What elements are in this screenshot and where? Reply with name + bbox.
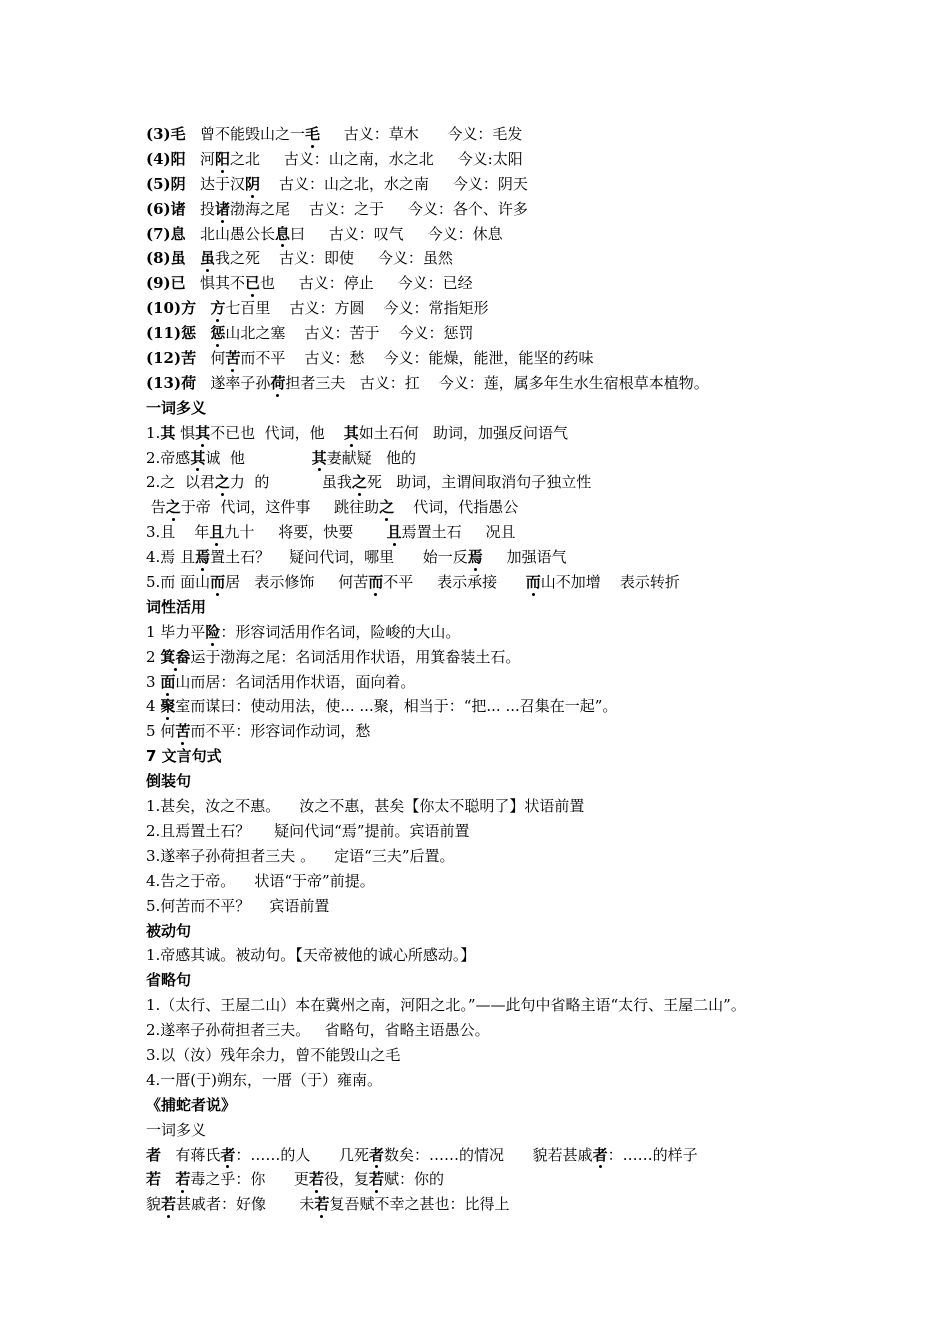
- text-line: [146, 147, 926, 172]
- text-line: [146, 1192, 926, 1217]
- text-line: [146, 296, 926, 321]
- text-segment: 3.遂率子孙荷担者三夫 。 定语“三夫”后置。: [146, 846, 455, 865]
- emphasized-char: 者: [593, 1143, 608, 1168]
- text-line: [146, 446, 926, 471]
- text-segment: 山不加增 表示转折: [540, 573, 680, 592]
- text-line: [146, 993, 926, 1018]
- emphasized-char: 息: [275, 222, 290, 247]
- text-line: [146, 371, 926, 396]
- text-segment: 如土石何 助词，加强反问语气: [358, 423, 569, 442]
- text-line: [146, 694, 926, 719]
- text-segment: 7 文言句式: [146, 747, 222, 766]
- text-line: [146, 1018, 926, 1043]
- text-segment: 有蒋氏: [161, 1145, 221, 1164]
- text-line: [146, 794, 926, 819]
- text-line: [146, 894, 926, 919]
- text-segment: 一词多义: [146, 398, 207, 417]
- emphasized-char: 而: [210, 570, 225, 595]
- term-label: (3)毛: [146, 125, 186, 143]
- text-segment: 4.一厝(于)朔东，一厝（于）雍南。: [146, 1070, 383, 1089]
- emphasized-char: 其: [190, 446, 205, 471]
- text-segment: 3.以（汝）残年余力，曾不能毁山之毛: [146, 1045, 401, 1064]
- text-segment: 倒装句: [146, 772, 192, 791]
- section-heading: [146, 1093, 926, 1118]
- text-segment: 河: [185, 149, 215, 168]
- text-line: [146, 1143, 926, 1168]
- text-line: [146, 869, 926, 894]
- term-label: (7)息: [146, 224, 186, 243]
- text-segment: 山北之塞 古义：苦于 今义：惩罚: [225, 324, 474, 343]
- section-heading: [146, 396, 926, 421]
- text-segment: 毒之乎：你 更: [190, 1170, 309, 1189]
- term-label: (4)阳: [146, 149, 186, 168]
- text-segment: 代词，代指愚公: [394, 498, 519, 517]
- text-line: [146, 421, 926, 446]
- text-segment: 赋：你的: [384, 1170, 445, 1189]
- text-line: [146, 470, 926, 495]
- emphasized-char: 其: [344, 421, 359, 446]
- text-segment: 妻献疑 他的: [326, 448, 416, 467]
- section-heading: [146, 769, 926, 794]
- text-segment: 室而谋曰：使动用法，使... ...聚，相当于：“把... ...召集在一起”。: [175, 697, 618, 716]
- text-segment: 而不平 古义：愁 今义：能燥，能泄，能坚的药味: [240, 349, 594, 368]
- text-segment: 役，复: [323, 1170, 369, 1189]
- text-segment: 达于汉: [185, 174, 245, 193]
- emphasized-char: 者: [369, 1143, 384, 1168]
- text-segment: 而不平：形容词作动词，愁: [190, 722, 371, 741]
- emphasized-char: 若: [314, 1192, 329, 1217]
- text-line: [146, 271, 926, 296]
- section-heading: [146, 919, 926, 944]
- text-segment: 1.（太行、王屋二山）本在冀州之南，河阳之北。”——此句中省略主语“太行、王屋二山”。: [146, 996, 746, 1015]
- text-segment: 诚 他: [205, 448, 312, 467]
- text-segment: 貌: [146, 1195, 162, 1214]
- text-segment: 2.遂率子孙荷担者三夫。 省略句，省略主语愚公。: [146, 1021, 490, 1040]
- text-line: [146, 321, 926, 346]
- text-line: [146, 819, 926, 844]
- text-segment: 焉置土石 况且: [401, 523, 516, 542]
- term-label: (11)惩: [146, 324, 197, 343]
- text-segment: 4.告之于帝。 状语“于帝”前提。: [146, 871, 375, 890]
- text-line: [146, 719, 926, 744]
- text-segment: 置土石？ 疑问代词，哪里 始一反: [210, 548, 468, 567]
- text-segment: 曾不能毁山之一: [185, 125, 305, 143]
- text-line: [146, 197, 926, 222]
- text-segment: 渤海之尾 古义：之于 今义：各个、许多: [229, 199, 528, 218]
- emphasized-char: 面: [160, 670, 175, 695]
- text-segment: 2.之 以君: [146, 473, 215, 492]
- emphasized-char: 苦: [175, 719, 190, 744]
- emphasized-char: 且: [209, 520, 224, 545]
- text-segment: 一词多义: [146, 1120, 207, 1139]
- text-segment: 《捕蛇者说》: [146, 1095, 237, 1114]
- term-label: (10)方: [146, 299, 197, 318]
- emphasized-char: 惩: [210, 321, 225, 346]
- term-label: (6)诸: [146, 199, 186, 218]
- emphasized-char: 若: [309, 1167, 324, 1192]
- emphasized-char: 若: [175, 1167, 190, 1192]
- text-line: [146, 1043, 926, 1068]
- text-segment: 4: [146, 697, 161, 716]
- text-segment: 遂率子孙: [196, 373, 271, 392]
- section-heading: [146, 595, 926, 620]
- text-segment: 复吾赋不幸之甚也：比得上: [329, 1195, 510, 1214]
- text-line: [146, 545, 926, 570]
- text-line: [146, 620, 926, 645]
- text-segment: 死 助词，主谓间取消句子独立性: [366, 473, 592, 492]
- text-segment: 居 表示修饰 何苦: [225, 573, 369, 592]
- text-line: [146, 1167, 926, 1192]
- text-segment: 1.: [146, 423, 161, 442]
- text-segment: 5.而 面山: [146, 573, 211, 592]
- emphasized-char: 其: [195, 421, 210, 446]
- text-segment: 告: [146, 498, 166, 517]
- text-segment: 词性活用: [146, 597, 207, 616]
- text-segment: 2.且焉置土石？ 疑问代词“焉”提前。宾语前置: [146, 821, 470, 840]
- text-line: [146, 943, 926, 968]
- text-segment: 加强语气: [482, 548, 567, 567]
- text-segment: 5.何苦而不平？ 宾语前置: [146, 896, 330, 915]
- term-label: 若: [146, 1170, 162, 1189]
- text-segment: [196, 299, 210, 317]
- emphasized-char: 若: [369, 1167, 384, 1192]
- emphasized-char: 之: [352, 470, 367, 495]
- text-line: [146, 520, 926, 545]
- text-segment: 何: [196, 349, 226, 368]
- text-segment: 力 的 虽我: [229, 473, 352, 492]
- text-segment: 投: [185, 199, 215, 218]
- emphasized-char: 而: [526, 570, 541, 595]
- term-label: (12)苦: [146, 349, 197, 368]
- term-label: (8)虽: [146, 249, 186, 268]
- section-heading: [146, 744, 926, 769]
- text-segment: [196, 324, 210, 342]
- text-line: [146, 570, 926, 595]
- emphasized-char: 诸: [215, 197, 230, 222]
- text-segment: 3: [146, 672, 161, 691]
- emphasized-char: 且: [387, 520, 402, 545]
- text-line: [146, 246, 926, 271]
- text-segment: 被动句: [146, 921, 192, 940]
- term-label: 者: [146, 1145, 162, 1164]
- term-label: (5)阴: [146, 174, 186, 193]
- text-segment: 1.帝感其诚。被动句。【天帝被他的诚心所感动。】: [146, 946, 476, 965]
- term-label: (13)荷: [146, 373, 197, 392]
- text-segment: 运于渤海之尾：名词活用作状语，用箕畚装土石。: [190, 647, 521, 666]
- emphasized-char: 阴: [245, 172, 260, 197]
- section-heading: [146, 968, 926, 993]
- text-segment: ：……的样子: [607, 1145, 698, 1164]
- text-line: [146, 1068, 926, 1093]
- emphasized-char: 而: [368, 570, 383, 595]
- text-segment: 数矣：……的情况 貌若甚戚: [383, 1145, 593, 1164]
- text-segment: ：形容词活用作名词，险峻的大山。: [220, 622, 461, 641]
- text-segment: 之北 古义：山之南，水之北 今义:太阳: [229, 149, 523, 168]
- text-segment: 山而居：名词活用作状语，面向着。: [175, 672, 416, 691]
- term-label: (9)已: [146, 274, 186, 293]
- text-segment: 2: [146, 647, 161, 666]
- emphasized-char: 之: [215, 470, 230, 495]
- emphasized-char: 毛: [305, 122, 320, 147]
- text-segment: 古义：草木 今义：毛发: [319, 125, 523, 143]
- text-line: [146, 844, 926, 869]
- text-line: [146, 1118, 926, 1143]
- text-line: [146, 172, 926, 197]
- text-segment: 省略句: [146, 971, 192, 990]
- emphasized-char: 焉: [468, 545, 483, 570]
- emphasized-char: 险: [205, 620, 220, 645]
- text-segment: 1.甚矣，汝之不惠。 汝之不惠，甚矣【你太不聪明了】状语前置: [146, 797, 585, 816]
- text-line: [146, 495, 926, 520]
- emphasized-char: 阳: [215, 147, 230, 172]
- text-segment: [186, 249, 200, 267]
- text-segment: 我之死 古义：即使 今义：虽然: [214, 249, 453, 268]
- text-segment: 于帝 代词，这件事 跳往助: [180, 498, 380, 517]
- text-line: [146, 222, 926, 247]
- text-segment: 担者三夫 古义：扛 今义：莲，属多年生水生宿根草本植物。: [285, 373, 709, 392]
- emphasized-char: 方: [210, 296, 225, 321]
- text-segment: 七百里 古义：方圆 今义：常指矩形: [225, 299, 489, 318]
- text-segment: 也 古义：停止 今义：已经: [259, 274, 473, 293]
- text-segment: 4.焉 且: [146, 548, 196, 567]
- text-segment: 3.且 年: [146, 523, 210, 542]
- text-segment: 惧: [175, 423, 196, 442]
- text-segment: 曰 古义：叹气 今义：休息: [289, 224, 503, 243]
- text-segment: 甚戚者：好像 未: [176, 1195, 315, 1214]
- emphasized-char: 聚: [160, 694, 175, 719]
- text-segment: 5 何: [146, 722, 176, 741]
- emphasized-char: 苦: [225, 346, 240, 371]
- text-segment: [161, 1170, 175, 1188]
- text-segment: ：……的人 几死: [235, 1145, 369, 1164]
- emphasized-char: 箕畚: [160, 645, 190, 670]
- emphasized-char: 已: [245, 271, 260, 296]
- text-line: [146, 346, 926, 371]
- emphasized-char: 虽: [200, 246, 215, 271]
- emphasized-char: 荷: [270, 371, 285, 396]
- document-body: [146, 122, 926, 1217]
- text-line: [146, 645, 926, 670]
- emphasized-char: 者: [220, 1143, 235, 1168]
- text-segment: 北山愚公长: [185, 224, 275, 243]
- term-label: 其: [160, 423, 176, 442]
- text-line: [146, 670, 926, 695]
- text-segment: 2.帝感: [146, 448, 191, 467]
- text-segment: 惧其不: [185, 274, 245, 293]
- emphasized-char: 其: [312, 446, 327, 471]
- text-segment: 不平 表示承接: [383, 573, 526, 592]
- text-segment: 古义：山之北，水之南 今义：阴天: [259, 174, 528, 193]
- emphasized-char: 之: [166, 495, 181, 520]
- emphasized-char: 若: [161, 1192, 176, 1217]
- text-line: [146, 122, 926, 147]
- text-segment: 不已也 代词，他: [210, 423, 344, 442]
- text-segment: 1 毕力平: [146, 622, 206, 641]
- text-segment: 九十 将要，快要: [224, 523, 387, 542]
- emphasized-char: 之: [379, 495, 394, 520]
- emphasized-char: 焉: [195, 545, 210, 570]
